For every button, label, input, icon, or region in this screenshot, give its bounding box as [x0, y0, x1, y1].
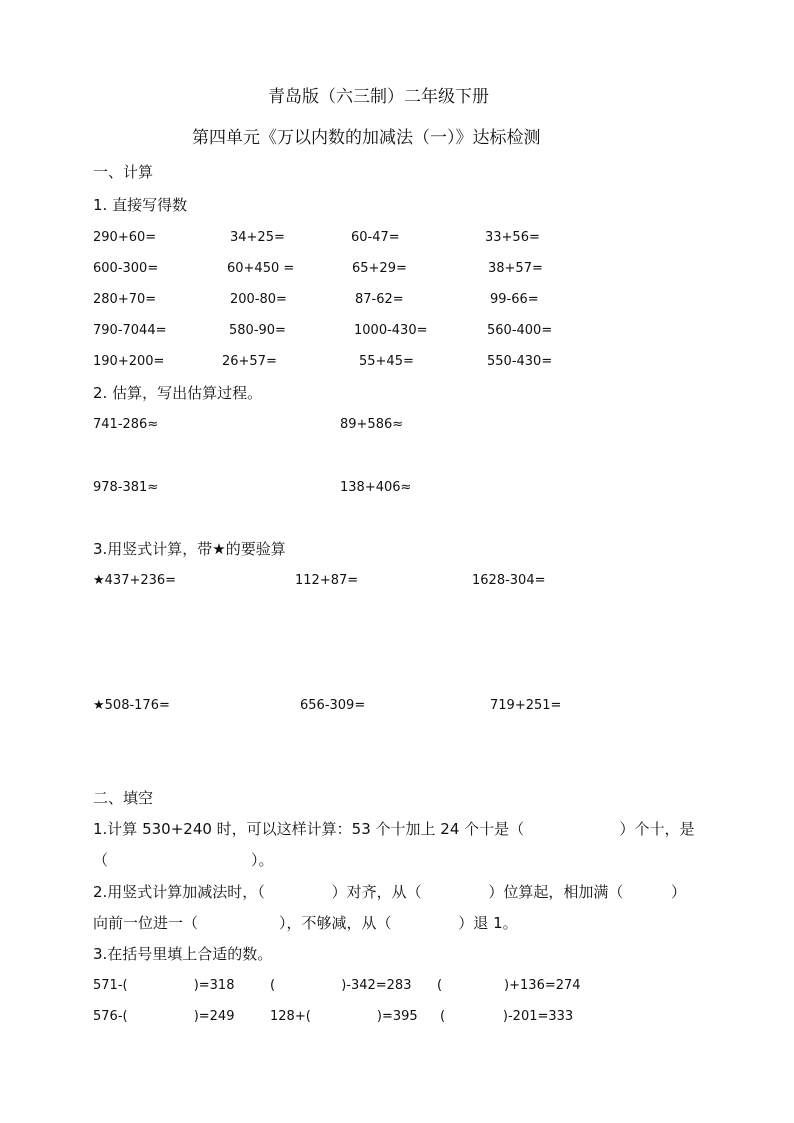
q3-item: 112+87=: [295, 573, 359, 588]
q1-item: 790-7044=: [93, 323, 167, 338]
q1-item: 26+57=: [222, 354, 277, 369]
fill3-item: 571-( )=318: [93, 978, 235, 993]
q2-item: 741-286≈: [93, 417, 159, 432]
section-heading-calculation: 一、计算: [93, 163, 154, 181]
q1-item: 290+60=: [93, 230, 157, 245]
fill3-item: ( )-201=333: [440, 1009, 574, 1024]
q1-item: 34+25=: [230, 230, 285, 245]
q1-item: 1000-430=: [354, 323, 428, 338]
q1-item: 560-400=: [487, 323, 553, 338]
q3-item: 719+251=: [490, 698, 562, 713]
q3-item: ★508-176=: [93, 698, 170, 713]
q1-item: 60-47=: [351, 230, 400, 245]
fill-question-2-line2: 向前一位进一（ ），不够减，从（ ）退 1。: [93, 914, 518, 932]
question-2-heading: 2. 估算，写出估算过程。: [93, 384, 263, 402]
fill-question-2-line1: 2.用竖式计算加减法时，（ ）对齐，从（ ）位算起，相加满（ ）: [93, 883, 687, 901]
q1-item: 580-90=: [229, 323, 286, 338]
q1-item: 38+57=: [488, 261, 543, 276]
page-title: 青岛版（六三制）二年级下册: [268, 87, 489, 107]
question-1-heading: 1. 直接写得数: [93, 196, 188, 214]
q3-item: 656-309=: [300, 698, 366, 713]
q1-item: 550-430=: [487, 354, 553, 369]
q2-item: 89+586≈: [340, 417, 404, 432]
fill3-item: ( )-342=283: [270, 978, 412, 993]
fill-question-3-heading: 3.在括号里填上合适的数。: [93, 945, 273, 963]
fill-question-1-line1: 1.计算 530+240 时，可以这样计算：53 个十加上 24 个十是（ ）个十，是: [93, 820, 695, 838]
page-subtitle: 第四单元《万以内数的加减法（一）》达标检测: [192, 128, 541, 148]
fill3-item: 128+( )=395: [270, 1009, 418, 1024]
q2-item: 978-381≈: [93, 480, 159, 495]
fill3-item: ( )+136=274: [437, 978, 581, 993]
q1-item: 55+45=: [359, 354, 414, 369]
q2-item: 138+406≈: [340, 480, 412, 495]
q1-item: 280+70=: [93, 292, 157, 307]
q1-item: 600-300=: [93, 261, 159, 276]
q3-item: 1628-304=: [472, 573, 546, 588]
fill-question-1-line2: （ ）。: [93, 851, 274, 869]
q1-item: 200-80=: [230, 292, 287, 307]
section-heading-fill-in: 二、填空: [93, 789, 154, 807]
q1-item: 99-66=: [490, 292, 539, 307]
question-3-heading: 3.用竖式计算，带★的要验算: [93, 540, 286, 558]
fill3-item: 576-( )=249: [93, 1009, 235, 1024]
q3-item: ★437+236=: [93, 573, 177, 588]
q1-item: 190+200=: [93, 354, 165, 369]
q1-item: 65+29=: [352, 261, 407, 276]
q1-item: 33+56=: [485, 230, 540, 245]
q1-item: 87-62=: [355, 292, 404, 307]
q1-item: 60+450 =: [227, 261, 295, 276]
